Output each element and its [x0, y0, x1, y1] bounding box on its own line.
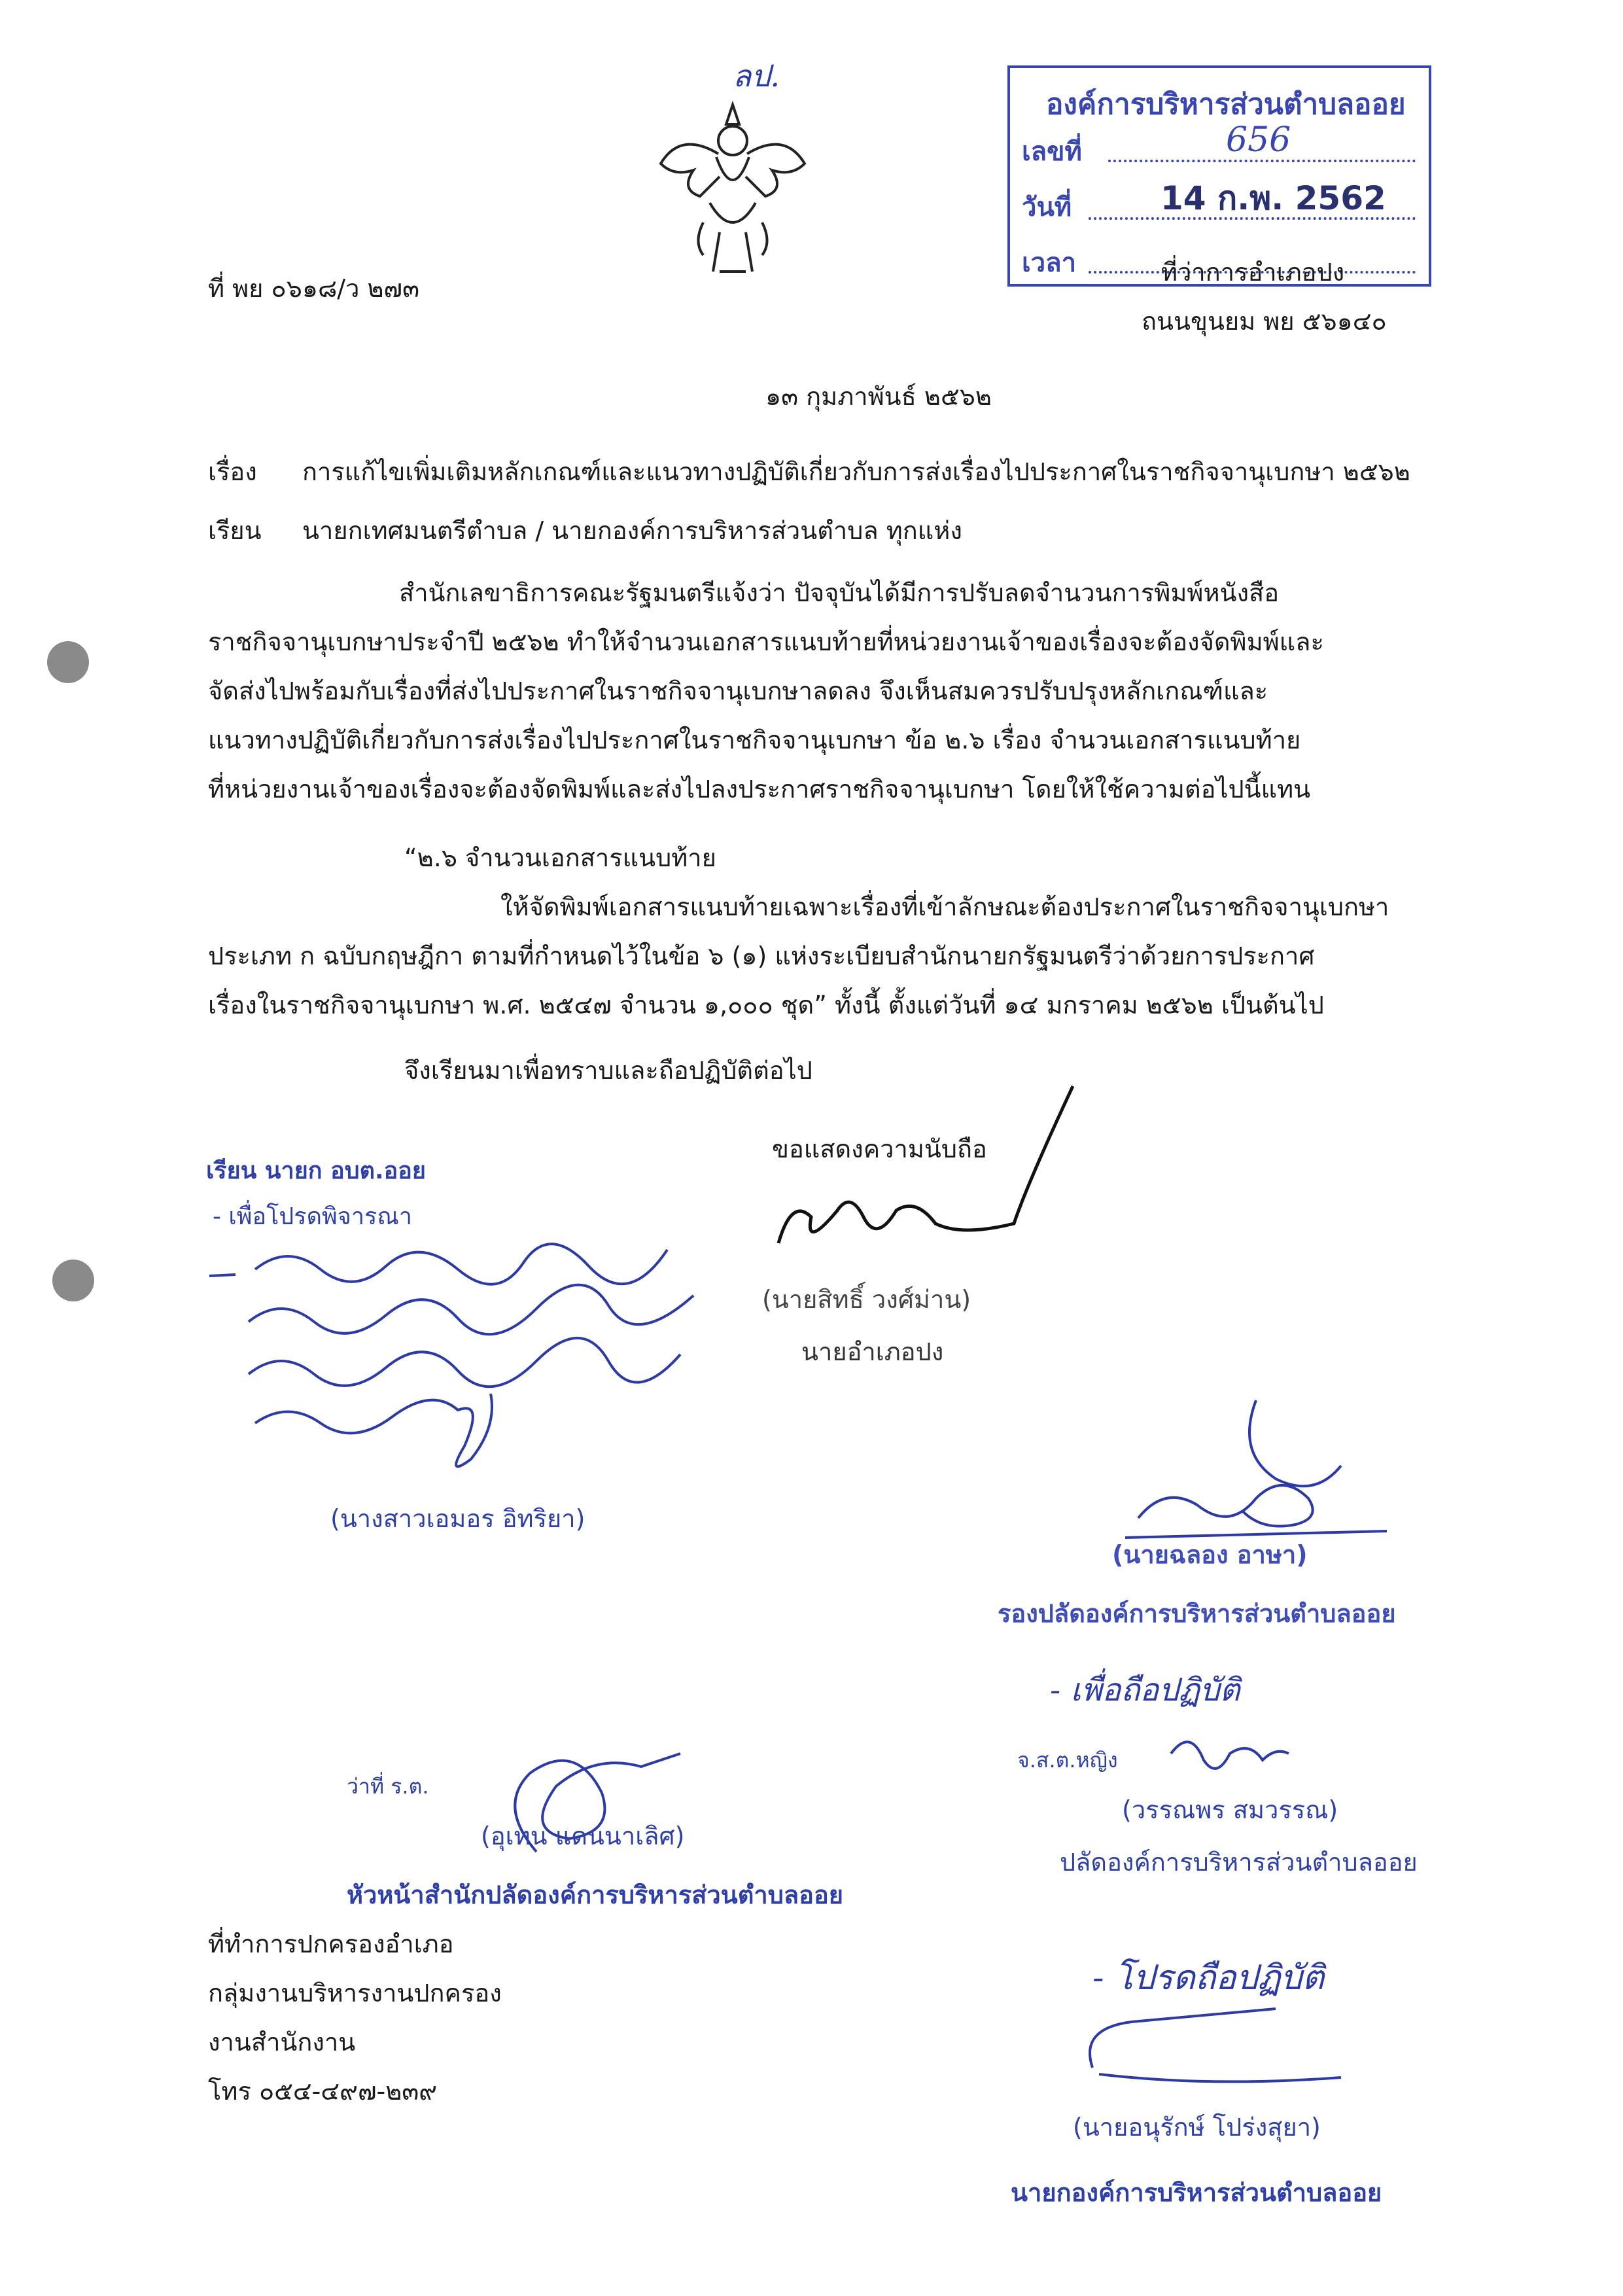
- note-for-consideration: - เพื่อโปรดพิจารณา: [213, 1203, 412, 1230]
- handwritten-initials: ลป.: [733, 58, 780, 94]
- sender-address: ถนนขุนยม พย ๕๖๑๔๐: [1142, 307, 1387, 336]
- head-position: หัวหน้าสำนักปลัดองค์การบริหารส่วนตำบลออย: [347, 1881, 844, 1909]
- president-note: - โปรดถือปฏิบัติ: [1092, 1958, 1325, 1998]
- dept-phone: โทร ๐๕๔-๔๙๗-๒๓๙: [208, 2077, 438, 2106]
- para2-line: ให้จัดพิมพ์เอกสารแนบท้ายเฉพาะเรื่องที่เข้าลักษณะต้องประกาศในราชกิจจานุเบกษา: [500, 892, 1389, 921]
- president-name: (นายอนุรักษ์ โปร่งสุยา): [1073, 2113, 1321, 2142]
- para2-line: เรื่องในราชกิจจานุเบกษา พ.ศ. ๒๕๔๗ จำนวน ๑,๐๐๐ ชุด” ทั้งนี้ ตั้งแต่วันที่ ๑๔ มกราคม ๒๕๖๒ เป็นต้นไป: [208, 991, 1324, 1019]
- signer-name: (นายสิทธิ์ วงศ์ม่าน): [762, 1285, 971, 1314]
- dept-line: กลุ่มงานบริหารงานปกครอง: [208, 1979, 502, 2007]
- signer-position: นายอำเภอปง: [801, 1337, 944, 1366]
- para1-line: ที่หน่วยงานเจ้าของเรื่องจะต้องจัดพิมพ์และส่งไปลงประกาศราชกิจจานุเบกษา โดยให้ใช้ความต่อไปนี้แทน: [208, 775, 1311, 804]
- acknowledge-note: - เพื่อถือปฏิบัติ: [1050, 1672, 1240, 1708]
- para2-line: ประเภท ก ฉบับกฤษฎีกา ตามที่กำหนดไว้ในข้อ ๖ (๑) แห่งระเบียบสำนักนายกรัฐมนตรีว่าด้วยการประกาศ: [208, 942, 1315, 970]
- clerk-name: (นางสาวเอมอร อิทริยา): [330, 1504, 585, 1533]
- note-to-mayor: เรียน นายก อบต.ออย: [206, 1157, 426, 1184]
- deputy-position: รองปลัดองค์การบริหารส่วนตำบลออย: [998, 1599, 1396, 1628]
- officer-signature: [1164, 1727, 1295, 1786]
- subject-text: การแก้ไขเพิ่มเติมหลักเกณฑ์และแนวทางปฏิบัติเกี่ยวกับการส่งเรื่องไปประกาศในราชกิจจานุเบกษา ๒๕๖๒: [302, 457, 1410, 486]
- stamp-number-value: 656: [1226, 120, 1291, 160]
- officer-name: (วรรณพร สมวรรณ): [1122, 1795, 1338, 1824]
- stamp-time-label: เวลา: [1022, 248, 1077, 278]
- stamp-date-value: 14 ก.พ. 2562: [1161, 179, 1386, 217]
- sender-office: ที่ว่าการอำเภอปง: [1161, 258, 1345, 287]
- subject-label: เรื่อง: [208, 457, 257, 486]
- stamp-date-label: วันที่: [1022, 192, 1072, 222]
- handwritten-note: [209, 1230, 720, 1479]
- letter-date: ๑๓ กุมภาพันธ์ ๒๕๖๒: [765, 382, 992, 411]
- closing-line: จึงเรียนมาเพื่อทราบและถือปฏิบัติต่อไป: [404, 1056, 812, 1085]
- dept-line: งานสำนักงาน: [208, 2028, 356, 2057]
- dept-line: ที่ทำการปกครองอำเภอ: [208, 1930, 454, 1958]
- district-chief-signature: [765, 1086, 1079, 1276]
- acting-label: ว่าที่ ร.ต.: [347, 1774, 429, 1799]
- punch-hole-bottom: [52, 1260, 94, 1301]
- para1-line: จัดส่งไปพร้อมกับเรื่องที่ส่งไปประกาศในราชกิจจานุเบกษาลดลง จึงเห็นสมควรปรับปรุงหลักเกณฑ์และ: [208, 677, 1268, 705]
- salutation-text: นายกเทศมนตรีตำบล / นายกองค์การบริหารส่วนตำบล ทุกแห่ง: [302, 516, 962, 545]
- stamp-number-label: เลขที่: [1022, 137, 1082, 167]
- para1-line: แนวทางปฏิบัติเกี่ยวกับการส่งเรื่องไปประกาศในราชกิจจานุเบกษา ข้อ ๒.๖ เรื่อง จำนวนเอกสารแนบท้าย: [208, 726, 1301, 754]
- para1-line: ราชกิจจานุเบกษาประจำปี ๒๕๖๒ ทำให้จำนวนเอกสารแนบท้ายที่หน่วยงานเจ้าของเรื่องจะต้องจัดพิมพ์และ: [208, 627, 1324, 656]
- president-position: นายกองค์การบริหารส่วนตำบลออย: [1011, 2178, 1382, 2207]
- reference-number: ที่ พย ๐๖๑๘/ว ๒๗๓: [208, 274, 420, 303]
- para1-line: สำนักเลขาธิการคณะรัฐมนตรีแจ้งว่า ปัจจุบันได้มีการปรับลดจำนวนการพิมพ์หนังสือ: [399, 578, 1280, 607]
- punch-hole-top: [47, 641, 89, 683]
- officer-prefix: จ.ส.ต.หญิง: [1017, 1748, 1118, 1773]
- stamp-org: องค์การบริหารส่วนตำบลออย: [1046, 88, 1406, 121]
- salutation-label: เรียน: [208, 516, 262, 545]
- regards: ขอแสดงความนับถือ: [772, 1135, 987, 1163]
- garuda-emblem-icon: [654, 92, 811, 288]
- deputy-name: (นายฉลอง อาษา): [1112, 1540, 1308, 1569]
- receipt-stamp: [1007, 65, 1431, 287]
- quote-heading: “๒.๖ จำนวนเอกสารแนบท้าย: [404, 843, 716, 872]
- president-signature: [1079, 2002, 1354, 2094]
- officer-position: ปลัดองค์การบริหารส่วนตำบลออย: [1060, 1848, 1418, 1877]
- deputy-signature: [1125, 1400, 1400, 1544]
- head-name: (อุเทน แดนนาเลิศ): [481, 1822, 685, 1850]
